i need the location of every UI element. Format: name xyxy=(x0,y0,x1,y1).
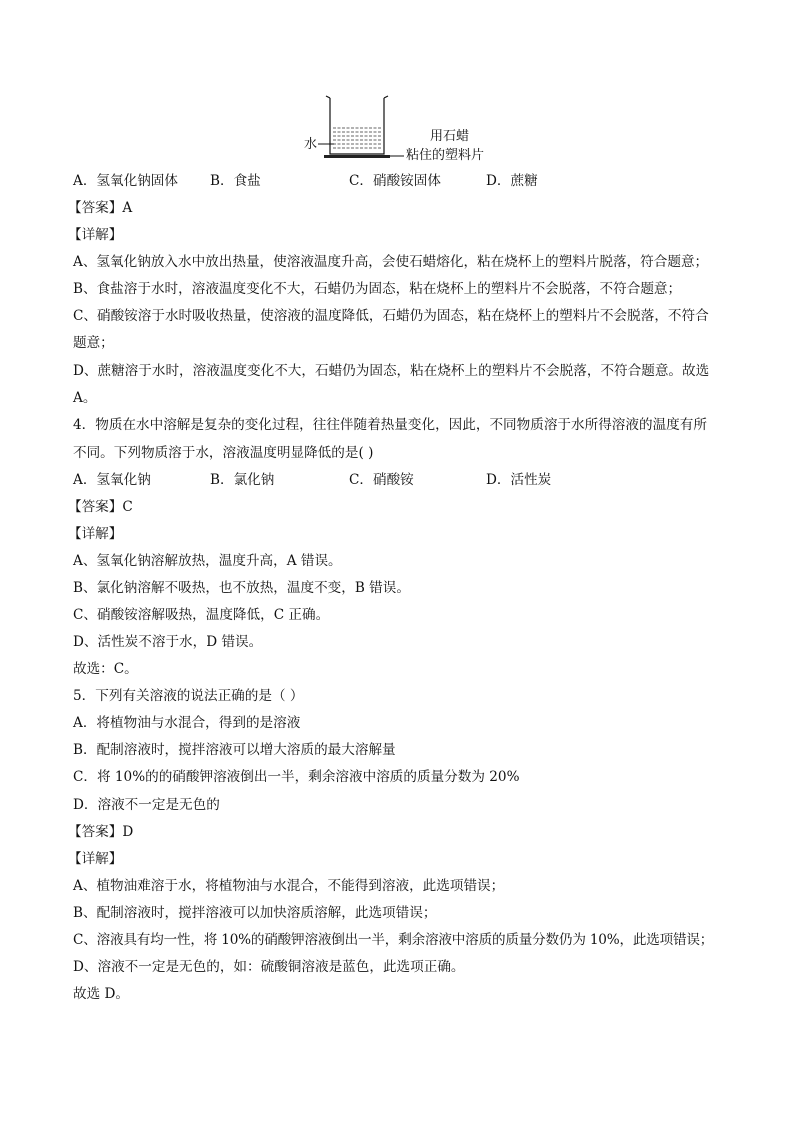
q4-stem-line1: 4．物质在水中溶解是复杂的变化过程，往往伴随着热量变化，因此，不同物质溶于水所得溶液的温度有所 xyxy=(73,417,707,433)
wax-label-line2: 粘住的塑料片 xyxy=(406,148,485,163)
q3-option-d: D．蔗糖 xyxy=(486,173,538,189)
q3-explain-b: B、食盐溶于水时，溶液温度变化不大，石蜡仍为固态，粘在烧杯上的塑料片不会脱落，不符合题意； xyxy=(73,281,682,297)
q5-answer: 【答案】D xyxy=(68,824,134,840)
q4-option-b: B．氯化钠 xyxy=(210,472,275,488)
q3-explain-c-cont: 题意； xyxy=(73,335,114,351)
q5-option-c: C．将 10%的的硝酸钾溶液倒出一半，剩余溶液中溶质的质量分数为 20% xyxy=(73,769,520,785)
q5-explain-d: D、溶液不一定是无色的，如：硫酸铜溶液是蓝色，此选项正确。 xyxy=(73,959,465,975)
wax-label-line1: 用石蜡 xyxy=(430,129,470,144)
q5-detail-heading: 【详解】 xyxy=(68,851,123,867)
q4-answer: 【答案】C xyxy=(68,499,133,515)
q3-explain-a: A、氢氧化钠放入水中放出热量，使溶液温度升高，会使石蜡熔化，粘在烧杯上的塑料片脱落，符合题意； xyxy=(73,254,709,270)
q4-explain-c: C、硝酸铵溶解吸热，温度降低，C 正确。 xyxy=(73,607,330,623)
q5-explain-a: A、植物油难溶于水，将植物油与水混合，不能得到溶液，此选项错误； xyxy=(73,878,505,894)
q4-stem-line2: 不同。下列物质溶于水，溶液温度明显降低的是( ) xyxy=(73,445,374,461)
q4-option-c: C．硝酸铵 xyxy=(349,472,414,488)
q3-answer: 【答案】A xyxy=(68,200,133,216)
q3-option-a: A．氢氧化钠固体 xyxy=(73,173,178,189)
q4-option-a: A．氢氧化钠 xyxy=(73,472,151,488)
q3-explain-d: D、蔗糖溶于水时，溶液温度变化不大，石蜡仍为固态，粘在烧杯上的塑料片不会脱落，不符合题意。故选 xyxy=(73,363,710,379)
q4-explain-b: B、氯化钠溶解不吸热，也不放热，温度不变，B 错误。 xyxy=(73,580,410,596)
q4-explain-a: A、氢氧化钠溶解放热，温度升高，A 错误。 xyxy=(73,553,342,569)
q4-detail-heading: 【详解】 xyxy=(68,526,123,542)
q3-explain-c: C、硝酸铵溶于水时吸收热量，使溶液的温度降低，石蜡仍为固态，粘在烧杯上的塑料片不会脱落，不符合 xyxy=(73,308,709,324)
q3-option-b: B．食盐 xyxy=(210,173,261,189)
q3-detail-heading: 【详解】 xyxy=(68,227,123,243)
q5-stem: 5．下列有关溶液的说法正确的是（ ） xyxy=(73,688,304,704)
q4-conclusion: 故选：C。 xyxy=(73,661,138,677)
q5-option-d: D．溶液不一定是无色的 xyxy=(73,797,220,813)
water-label: 水 xyxy=(304,137,318,152)
beaker-figure xyxy=(300,92,510,170)
q3-option-c: C．硝酸铵固体 xyxy=(349,173,441,189)
q3-explain-d-cont: A。 xyxy=(73,390,97,406)
q5-option-a: A．将植物油与水混合，得到的是溶液 xyxy=(73,715,301,731)
q5-explain-c: C、溶液具有均一性，将 10%的硝酸钾溶液倒出一半，剩余溶液中溶质的质量分数仍为 10%，此选项错误； xyxy=(73,932,714,948)
q4-option-d: D．活性炭 xyxy=(486,472,552,488)
q4-explain-d: D、活性炭不溶于水，D 错误。 xyxy=(73,634,263,650)
q5-option-b: B．配制溶液时，搅拌溶液可以增大溶质的最大溶解量 xyxy=(73,742,396,758)
q5-conclusion: 故选 D。 xyxy=(73,986,130,1002)
q5-explain-b: B、配制溶液时，搅拌溶液可以加快溶质溶解，此选项错误； xyxy=(73,905,437,921)
